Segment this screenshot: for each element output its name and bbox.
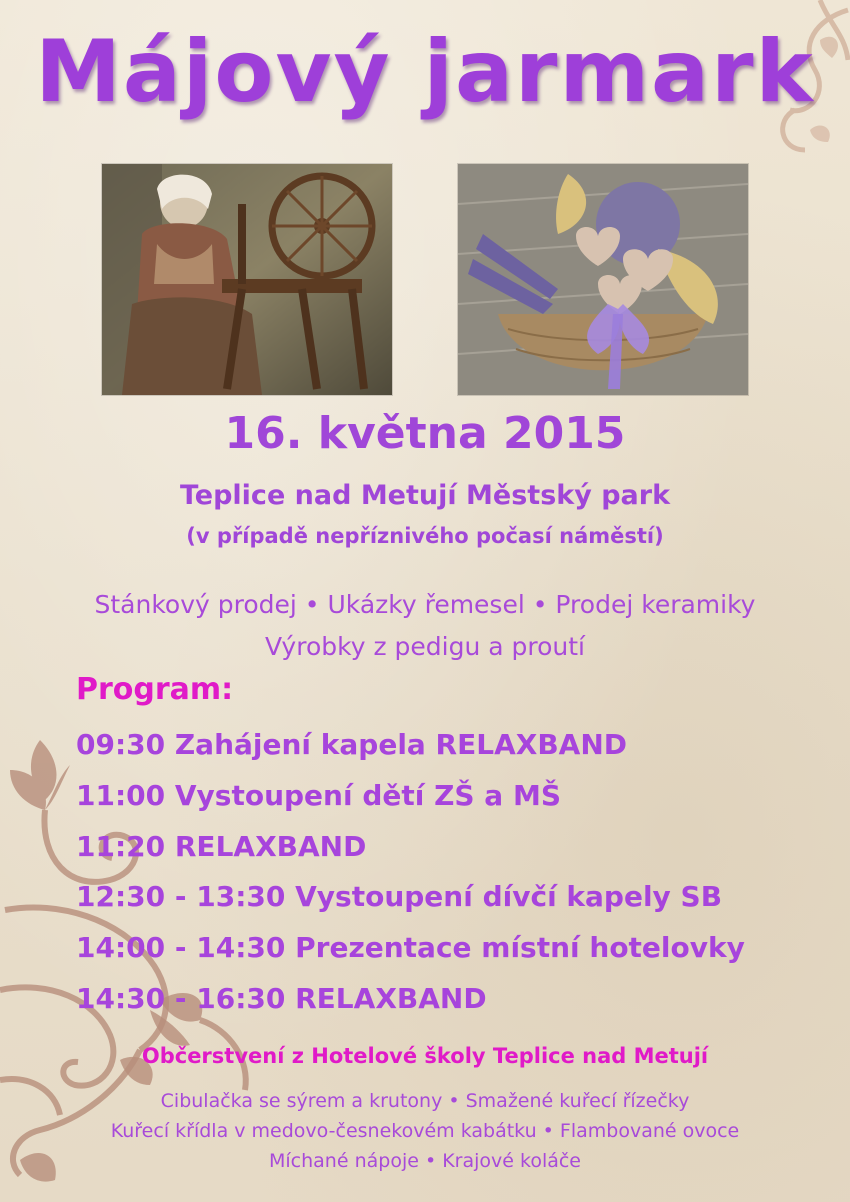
event-venue: Teplice nad Metují Městský park — [179, 480, 671, 511]
program-item: 14:00 - 14:30 Prezentace místní hotelovky — [76, 931, 745, 964]
venue-note: (v případě nepříznivého počasí náměstí) — [186, 524, 664, 548]
program-item: 14:30 - 16:30 RELAXBAND — [76, 982, 487, 1015]
offers-line-1: Stánkový prodej • Ukázky řemesel • Prodej keramiky — [94, 590, 756, 619]
program-item: 11:00 Vystoupení dětí ZŠ a MŠ — [76, 779, 561, 812]
program-heading: Program: — [76, 672, 234, 707]
offers-line-2: Výrobky z pedigu a proutí — [265, 632, 585, 661]
lavender-basket-illustration — [458, 164, 748, 395]
menu-line: Cibulačka se sýrem a krutony • Smažené kuřecí řízečky — [160, 1090, 690, 1112]
program-item: 11:20 RELAXBAND — [76, 830, 367, 863]
spinning-wheel-illustration — [102, 164, 392, 395]
menu-line: Kuřecí křídla v medovo-česnekovém kabátku • Flambované ovoce — [110, 1120, 740, 1142]
event-date: 16. května 2015 — [224, 408, 626, 459]
poster-title: Májový jarmark — [35, 22, 815, 122]
spinning-wheel-photo — [102, 164, 392, 395]
program-item: 09:30 Zahájení kapela RELAXBAND — [76, 728, 628, 761]
menu-line: Míchané nápoje • Krajové koláče — [269, 1150, 581, 1172]
lavender-basket-photo — [458, 164, 748, 395]
program-item: 12:30 - 13:30 Vystoupení dívčí kapely SB — [76, 880, 723, 913]
refreshments-title: Občerstvení z Hotelové školy Teplice nad Metují — [141, 1044, 709, 1068]
